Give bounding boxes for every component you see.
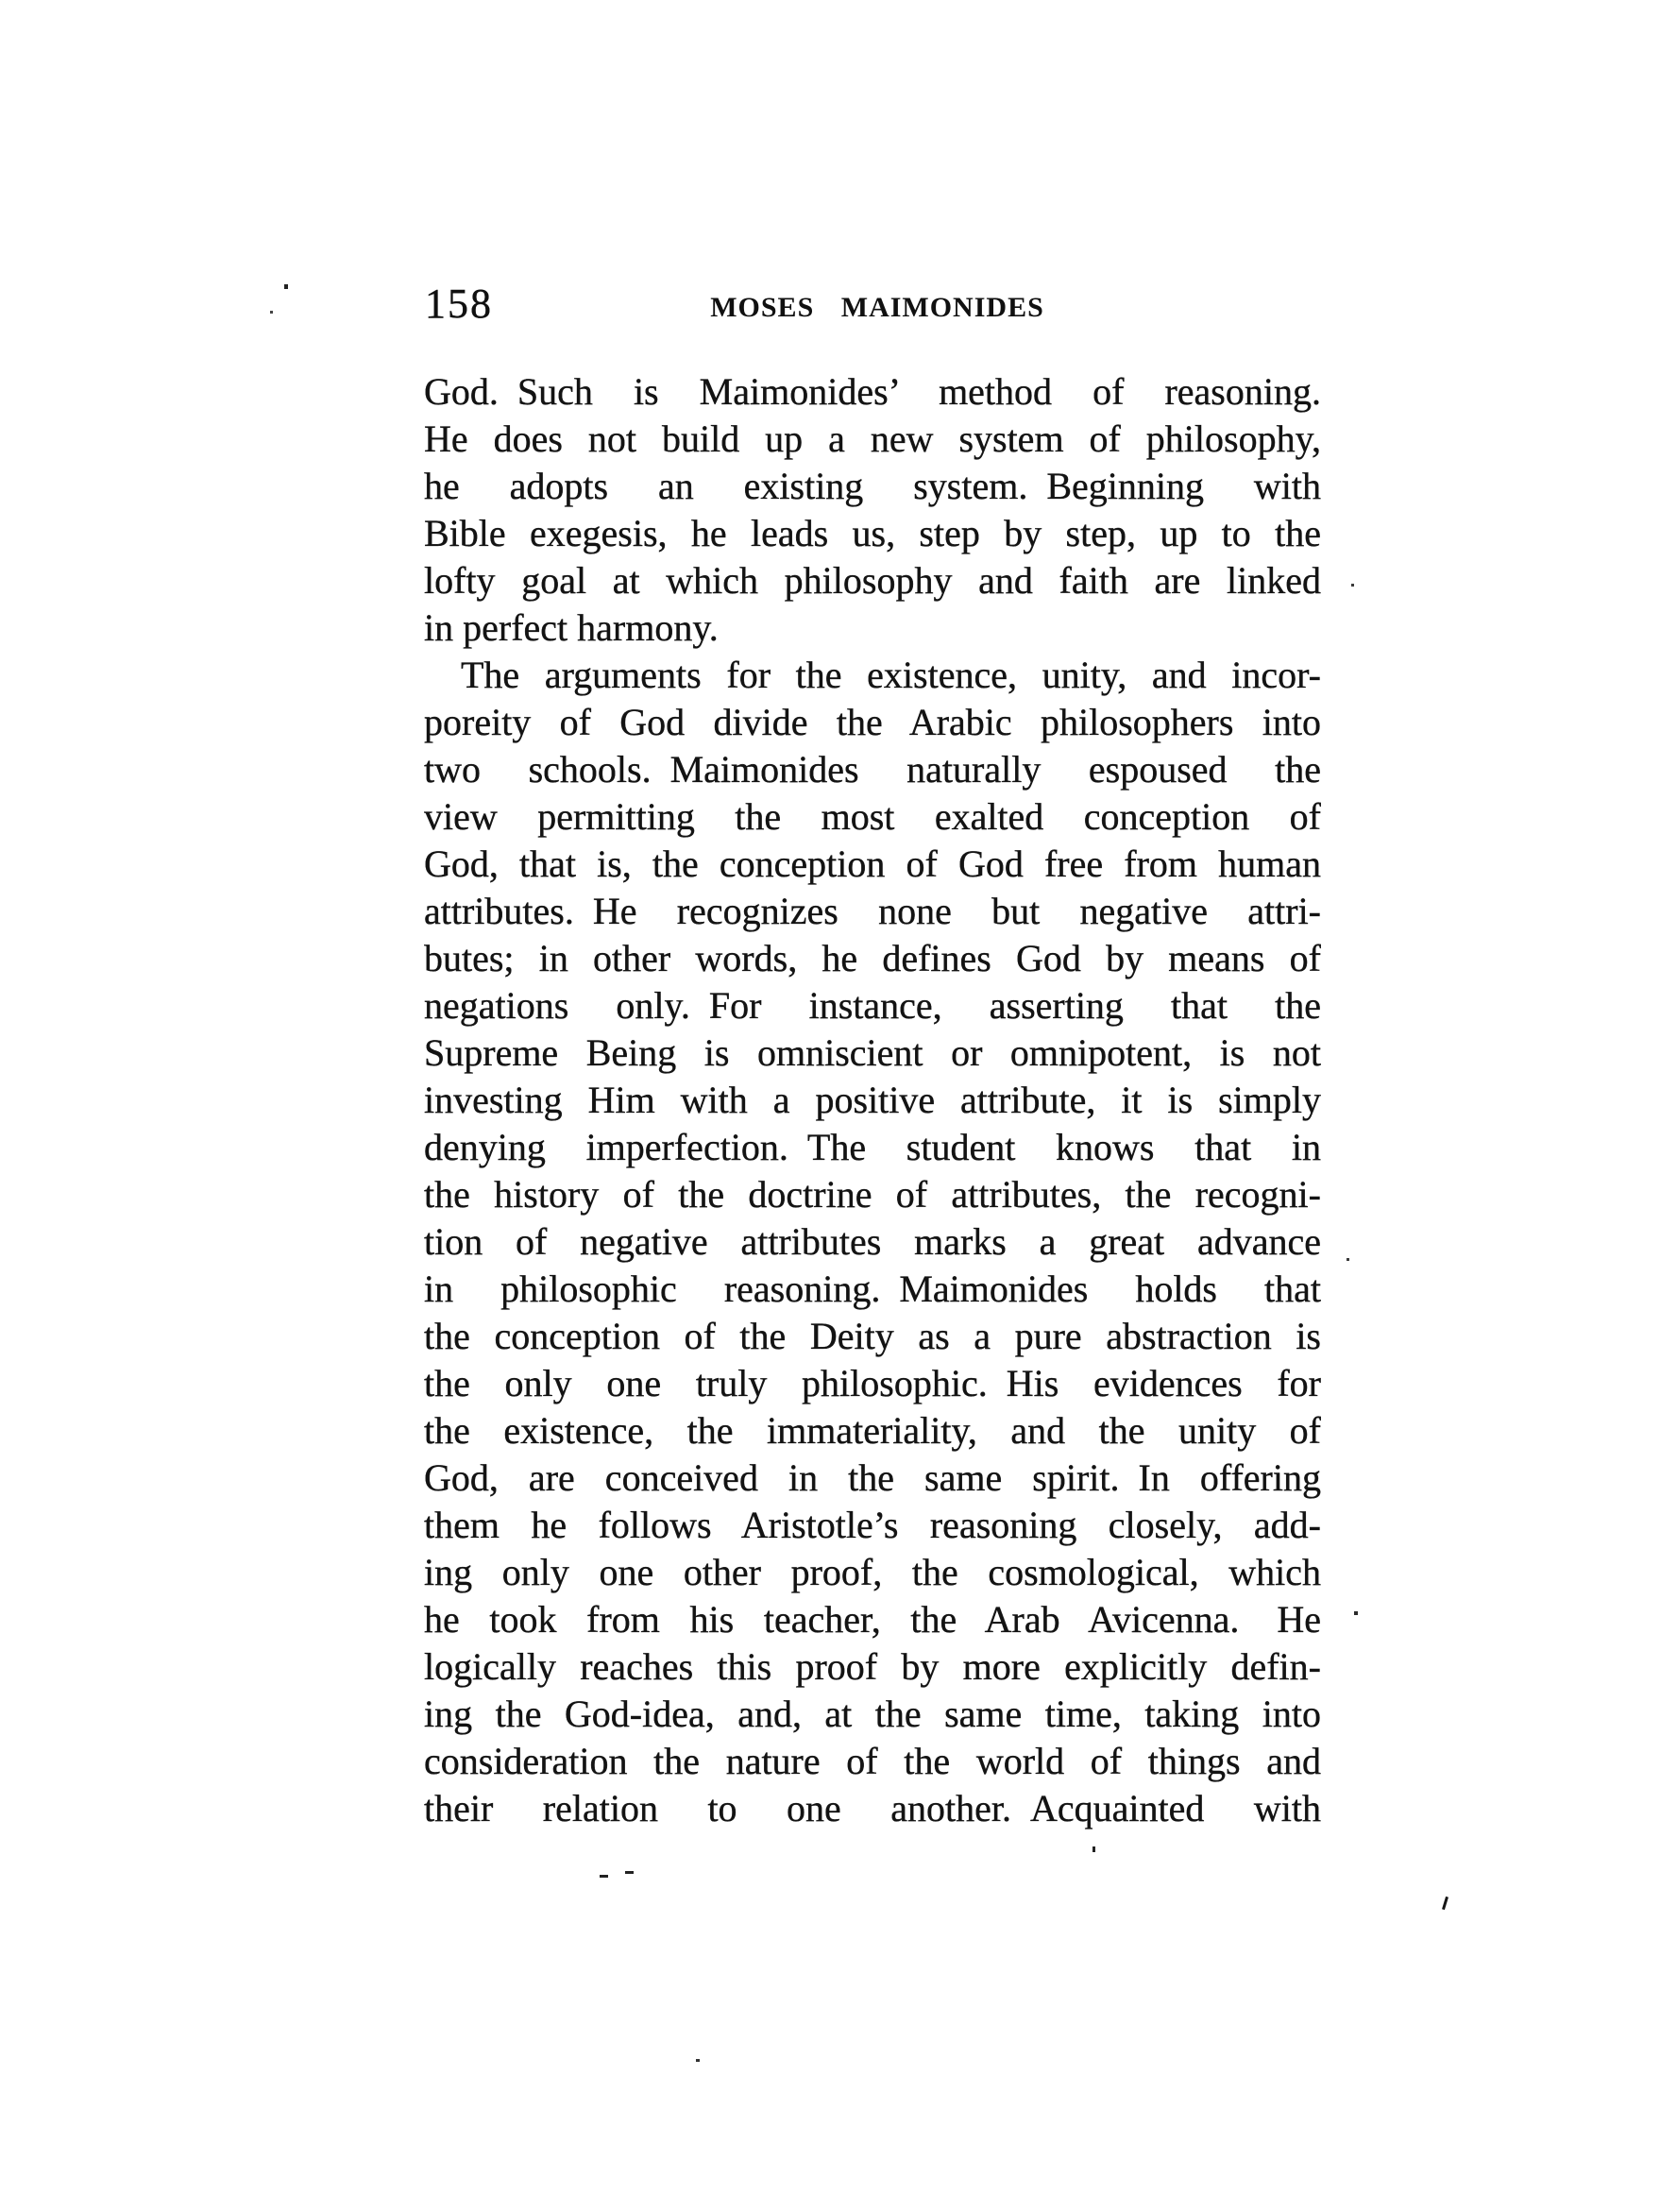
text-line: ing only one other proof, the cosmological, which [424,1551,1321,1593]
scan-speck [625,1871,634,1874]
text-line: lofty goal at which philosophy and faith are linked [424,559,1321,602]
text-line: he adopts an existing system. Beginning with [424,465,1321,507]
text-line: their relation to one another. Acquainted with [424,1787,1321,1829]
text-line: logically reaches this proof by more explicitly defin- [424,1645,1321,1688]
text-line: God, are conceived in the same spirit. In offering [424,1456,1321,1499]
text-line: attributes. He recognizes none but negative attri- [424,890,1321,932]
scan-speck [284,284,288,289]
text-line: investing Him with a positive attribute, it is simply [424,1079,1321,1121]
text-line: tion of negative attributes marks a great advance [424,1220,1321,1263]
text-line: Bible exegesis, he leads us, step by step, up to the [424,512,1321,554]
scan-speck [1354,1611,1358,1615]
text-line: in philosophic reasoning. Maimonides holds that [424,1268,1321,1310]
text-line: the existence, the immateriality, and the unity of [424,1409,1321,1452]
text-line: negations only. For instance, asserting that the [424,984,1321,1027]
scan-speck [1442,1897,1448,1910]
running-header-title: MOSES MAIMONIDES [710,292,1044,323]
text-line: consideration the nature of the world of things and [424,1740,1321,1782]
text-line: the only one truly philosophic. His evidences for [424,1362,1321,1404]
page-number: 158 [425,281,493,327]
body-text [424,368,1321,1832]
text-line: two schools. Maimonides naturally espoused the [424,748,1321,791]
text-line: the history of the doctrine of attributes, the recogni- [424,1173,1321,1216]
scan-speck [1347,1258,1349,1261]
text-line: the conception of the Deity as a pure abstraction is [424,1315,1321,1357]
scan-speck [696,2059,700,2062]
text-line: He does not build up a new system of philosophy, [424,417,1321,460]
text-line: God, that is, the conception of God free from human [424,842,1321,885]
text-line: butes; in other words, he defines God by means of [424,937,1321,979]
scan-speck [600,1875,608,1878]
text-line: ing the God-idea, and, at the same time, taking into [424,1693,1321,1735]
text-line: denying imperfection. The student knows that in [424,1126,1321,1168]
scan-speck [1093,1846,1095,1852]
scan-speck [270,311,273,314]
text-line: in perfect harmony. [424,606,719,649]
text-line: view permitting the most exalted conception of [424,795,1321,838]
scan-speck [1351,584,1354,587]
text-line: Supreme Being is omniscient or omnipotent, is not [424,1031,1321,1074]
text-line: he took from his teacher, the Arab Avicenna. He [424,1598,1321,1641]
text-line: God. Such is Maimonides’ method of reasoning. [424,370,1321,413]
text-line: The arguments for the existence, unity, and incor- [461,654,1321,696]
text-line: poreity of God divide the Arabic philosophers into [424,701,1321,743]
text-line: them he follows Aristotle’s reasoning closely, add- [424,1504,1321,1546]
